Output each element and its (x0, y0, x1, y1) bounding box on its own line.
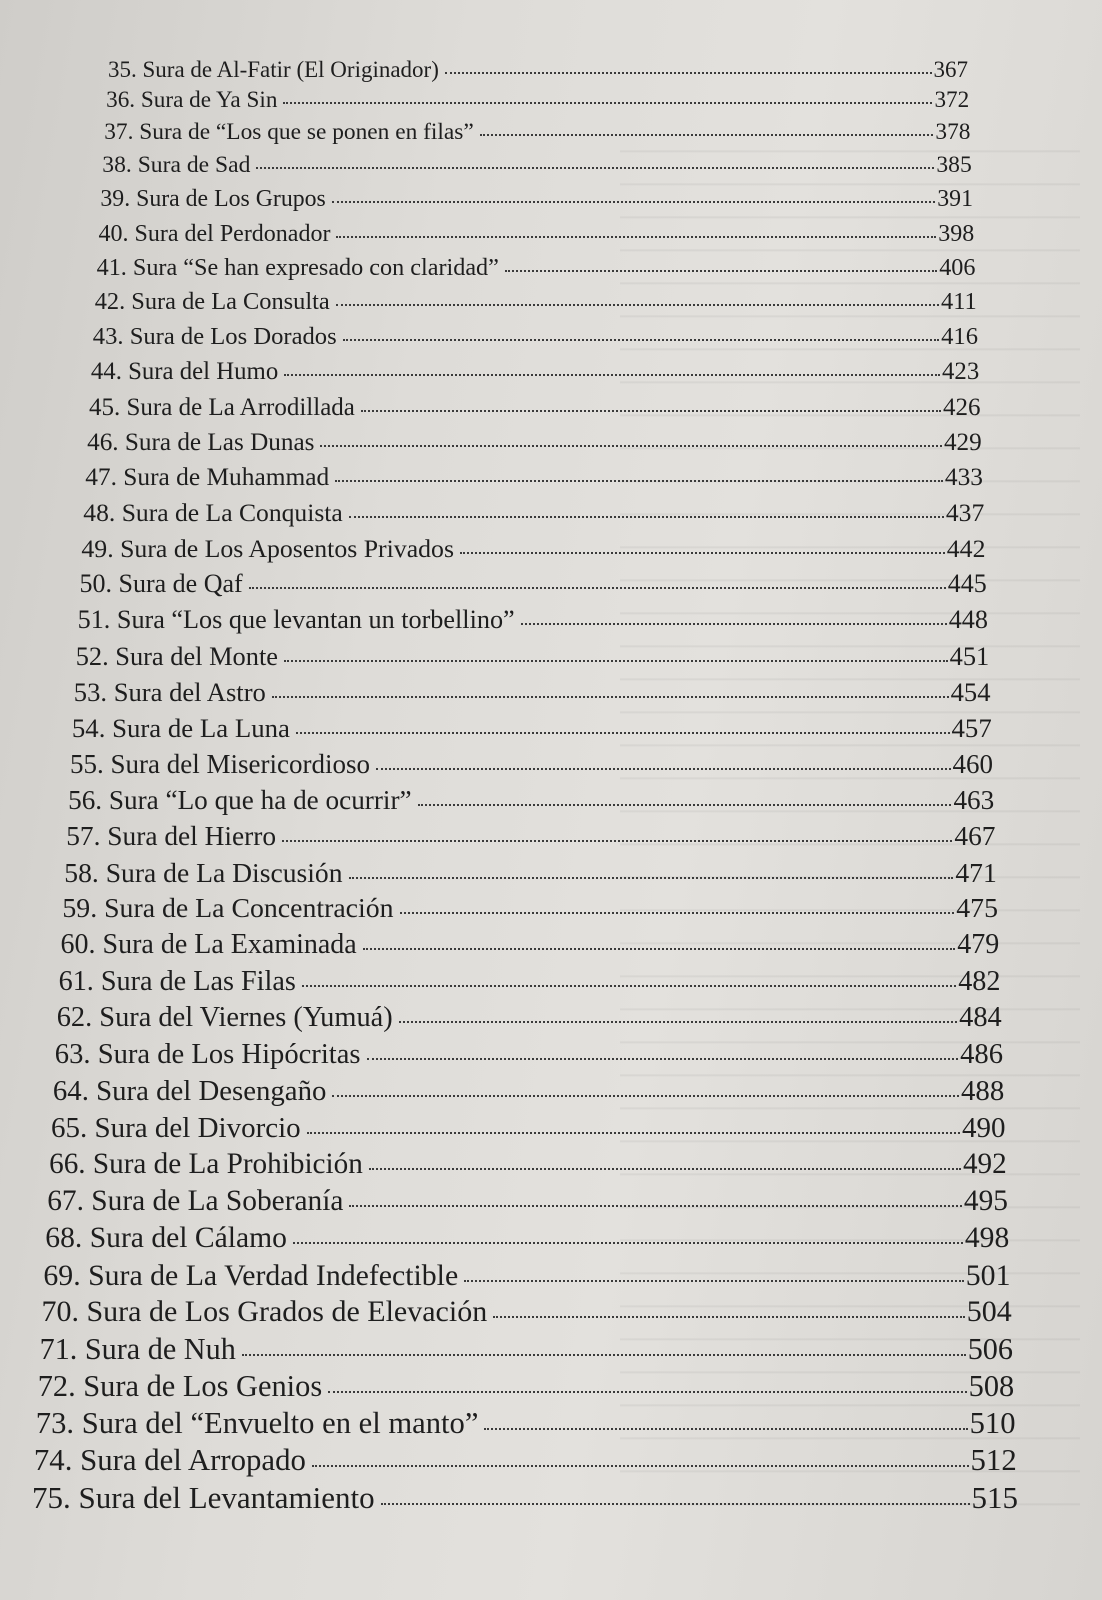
dot-leader (400, 912, 955, 914)
toc-entry-title: 39. Sura de Los Grupos (100, 185, 326, 212)
toc-entry (80, 571, 987, 597)
toc-entry-title: 64. Sura del Desengaño (52, 1075, 327, 1108)
toc-entry-title: 43. Sura de Los Dorados (92, 323, 337, 351)
toc-entry-page-number: 490 (962, 1111, 1006, 1144)
toc-entry (85, 465, 983, 490)
dot-leader (349, 1205, 961, 1207)
dot-leader (332, 1095, 959, 1097)
toc-entry-page-number: 510 (969, 1406, 1016, 1441)
toc-entry (49, 1150, 1007, 1179)
toc-entry-title: 73. Sura del “Envuelto en el manto” (35, 1406, 479, 1441)
dot-leader (332, 201, 936, 203)
toc-entry-title: 36. Sura de Ya Sin (106, 86, 278, 113)
dot-leader (335, 480, 943, 482)
toc-entry-page-number: 385 (936, 152, 972, 179)
dot-leader (284, 660, 948, 662)
toc-entry-page-number: 398 (938, 220, 975, 247)
toc-entry-page-number: 442 (946, 533, 986, 563)
dot-leader (376, 768, 951, 770)
toc-entry-page-number: 460 (952, 748, 993, 779)
dot-leader (336, 304, 939, 306)
toc-entry-page-number: 448 (948, 605, 988, 635)
toc-entry-page-number: 463 (953, 784, 995, 815)
toc-entry-title: 66. Sura de La Prohibición (49, 1148, 363, 1181)
toc-entry (100, 185, 973, 212)
toc-entry (71, 712, 992, 743)
toc-entry (45, 1221, 1010, 1254)
toc-entry-title: 69. Sura de La Verdad Indefectible (43, 1258, 459, 1292)
toc-entry-page-number: 492 (962, 1148, 1007, 1181)
toc-entry (75, 640, 990, 671)
toc-entry-title: 74. Sura del Arropado (33, 1442, 306, 1477)
toc-entry (47, 1187, 1008, 1216)
dot-leader (307, 1132, 960, 1134)
toc-entry (87, 430, 982, 455)
toc-entry-page-number: 488 (961, 1075, 1005, 1108)
toc-entry (57, 1004, 1002, 1032)
dot-leader (521, 623, 947, 625)
toc-entry-title: 42. Sura de La Consulta (94, 288, 330, 316)
toc-entry (39, 1332, 1013, 1367)
toc-entry-title: 48. Sura de La Conquista (83, 498, 343, 528)
toc-entry-title: 38. Sura de Sad (102, 152, 251, 179)
toc-entry-page-number: 378 (935, 119, 971, 146)
toc-entry-page-number: 437 (945, 498, 985, 528)
toc-entry-page-number: 467 (954, 820, 996, 851)
toc-entry-page-number: 475 (956, 893, 998, 925)
dot-leader (460, 552, 945, 554)
toc-entry (36, 1408, 1016, 1439)
toc-entry-page-number: 484 (959, 1002, 1002, 1034)
toc-entry-page-number: 411 (941, 288, 977, 316)
toc-entry-title: 51. Sura “Los que levantan un torbellino” (77, 605, 515, 635)
toc-entry-title: 49. Sura de Los Aposentos Privados (81, 533, 454, 563)
toc-entry (54, 1038, 1003, 1070)
toc-entry (104, 121, 970, 144)
dot-leader (493, 1316, 965, 1318)
toc-entry-title: 71. Sura de Nuh (39, 1332, 236, 1367)
dot-leader (349, 877, 954, 879)
dot-leader (369, 1168, 961, 1170)
toc-entry-title: 35. Sura de Al-Fatir (El Originador) (108, 57, 439, 82)
toc-entry-page-number: 391 (937, 185, 973, 212)
toc-entry-page-number: 495 (963, 1185, 1008, 1218)
toc-entry (89, 395, 981, 420)
dot-leader (484, 1428, 967, 1430)
toc-entry-page-number: 512 (970, 1442, 1017, 1477)
toc-entry-title: 67. Sura de La Soberanía (47, 1185, 344, 1218)
toc-entry-title: 40. Sura del Perdonador (98, 220, 331, 247)
toc-entry-title: 53. Sura del Astro (73, 676, 266, 707)
dot-leader (312, 1465, 969, 1467)
toc-entry (68, 784, 995, 815)
toc-entry-title: 75. Sura del Levantamiento (32, 1480, 375, 1515)
dot-leader (361, 410, 941, 412)
toc-entry (95, 290, 977, 314)
toc-entry-title: 54. Sura de La Luna (71, 712, 290, 743)
dot-leader (242, 1354, 966, 1356)
toc-entry-title: 58. Sura de La Discusión (64, 856, 343, 888)
toc-entry-page-number: 423 (942, 357, 980, 385)
toc-entry-title: 46. Sura de Las Dunas (87, 428, 315, 456)
toc-entry-page-number: 426 (943, 393, 981, 421)
dot-leader (336, 236, 936, 238)
toc-entry (83, 500, 984, 526)
dot-leader (381, 1503, 970, 1505)
dot-leader (272, 696, 949, 698)
toc-entry-page-number: 433 (944, 463, 983, 492)
dot-leader (480, 134, 934, 136)
dot-leader (363, 948, 956, 950)
dot-leader (249, 587, 946, 589)
toc-entry-page-number: 515 (971, 1480, 1018, 1515)
dot-leader (293, 1242, 963, 1244)
toc-entry (61, 931, 1000, 959)
toc-entry-page-number: 457 (951, 712, 992, 743)
toc-entry-title: 50. Sura de Qaf (79, 569, 243, 599)
toc-entry-page-number: 367 (933, 57, 968, 82)
toc-entry-title: 52. Sura del Monte (75, 640, 278, 671)
toc-entry (73, 676, 991, 707)
toc-entry (96, 253, 976, 281)
toc-entry (32, 1482, 1018, 1513)
toc-entry-page-number: 429 (943, 428, 982, 456)
toc-entry (62, 895, 998, 923)
toc-entry-page-number: 504 (966, 1295, 1012, 1329)
dot-leader (445, 72, 932, 74)
toc-entry-page-number: 406 (939, 253, 976, 281)
toc-entry-title: 37. Sura de “Los que se ponen en filas” (104, 119, 474, 146)
toc-entry-page-number: 482 (958, 965, 1001, 997)
toc-entry-title: 55. Sura del Misericordioso (70, 748, 370, 779)
dot-leader (343, 339, 939, 341)
toc-entry-page-number: 471 (955, 856, 997, 888)
toc-entry-page-number: 454 (950, 676, 991, 707)
toc-entry-title: 41. Sura “Se han expresado con claridad” (96, 253, 499, 281)
toc-entry (81, 533, 986, 563)
dot-leader (296, 732, 950, 734)
toc-entry (90, 357, 980, 385)
toc-entry (108, 58, 968, 81)
toc-entry-title: 65. Sura del Divorcio (51, 1111, 301, 1144)
toc-entry (43, 1258, 1011, 1292)
dot-leader (418, 804, 952, 806)
toc-entry (53, 1077, 1004, 1106)
toc-entry-page-number: 508 (968, 1369, 1015, 1404)
toc-entry (78, 607, 988, 633)
dot-leader (367, 1058, 959, 1060)
dot-leader (302, 985, 956, 987)
dot-leader (282, 840, 952, 842)
toc-entry (58, 965, 1001, 997)
toc-entry-title: 47. Sura de Muhammad (85, 463, 330, 492)
toc-entry (42, 1297, 1012, 1327)
toc-entry-title: 45. Sura de La Arrodillada (89, 393, 355, 421)
dot-leader (320, 445, 942, 447)
dot-leader (505, 270, 937, 272)
toc-entry-title: 61. Sura de Las Filas (58, 965, 296, 997)
toc-entry (106, 86, 970, 113)
toc-entry-page-number: 451 (949, 640, 990, 671)
toc-entry-page-number: 501 (965, 1258, 1011, 1292)
toc-entry-title: 60. Sura de La Examinada (60, 929, 357, 961)
toc-entry-title: 44. Sura del Humo (90, 357, 279, 385)
toc-entry-page-number: 486 (960, 1038, 1003, 1070)
dot-leader (349, 516, 944, 518)
toc-entry-title: 72. Sura de Los Genios (37, 1369, 323, 1404)
toc-entry (37, 1369, 1015, 1404)
dot-leader (284, 374, 940, 376)
toc-entry-title: 63. Sura de Los Hipócritas (54, 1038, 361, 1070)
toc-entry-page-number: 416 (941, 323, 978, 351)
dot-leader (399, 1021, 957, 1023)
toc-entry-title: 68. Sura del Cálamo (45, 1221, 287, 1254)
toc-entry-page-number: 479 (957, 929, 1000, 961)
dot-leader (328, 1391, 967, 1393)
dot-leader (256, 167, 934, 169)
dot-leader (464, 1280, 964, 1282)
toc-entry-page-number: 498 (964, 1221, 1010, 1254)
toc-entry (51, 1111, 1006, 1144)
toc-entry (99, 222, 975, 246)
toc-entry (66, 820, 996, 851)
toc-entry-page-number: 506 (967, 1332, 1013, 1367)
toc-entry (33, 1442, 1017, 1477)
toc-entry (64, 856, 997, 888)
toc-entry-page-number: 372 (934, 86, 970, 113)
toc-entry (102, 154, 971, 178)
toc-entry-title: 62. Sura del Viernes (Yumuá) (56, 1002, 393, 1034)
toc-entry-title: 59. Sura de La Concentración (62, 893, 394, 925)
toc-entry-title: 56. Sura “Lo que ha de ocurrir” (68, 784, 412, 815)
toc-entry (93, 325, 978, 350)
toc-entry (70, 748, 993, 779)
toc-entry-title: 57. Sura del Hierro (66, 820, 277, 851)
dot-leader (283, 102, 932, 104)
toc-entry-page-number: 445 (947, 569, 987, 599)
toc-entry-title: 70. Sura de Los Grados de Elevación (41, 1295, 488, 1329)
